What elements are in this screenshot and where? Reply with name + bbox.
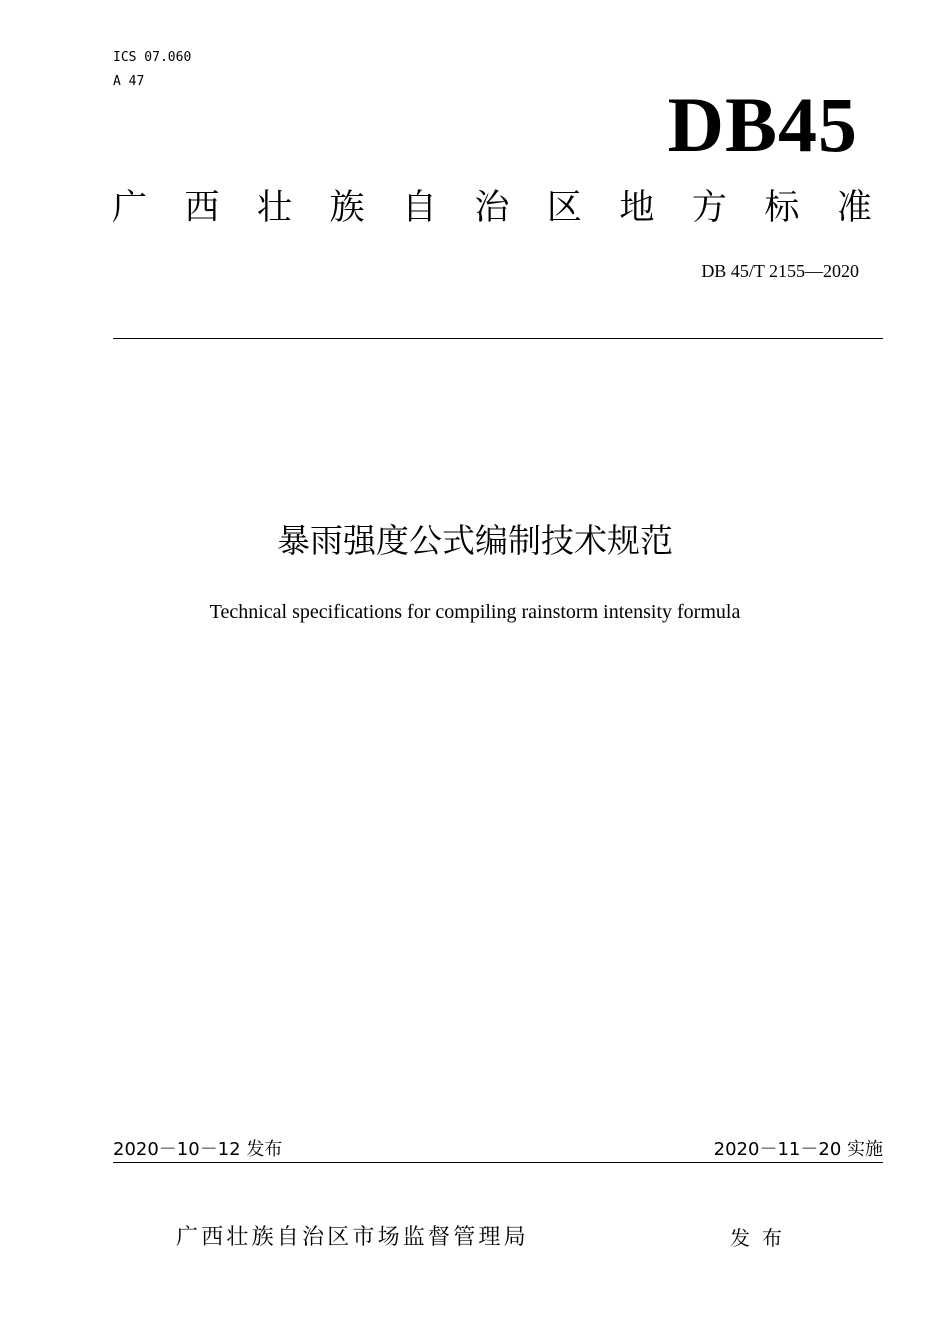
standard-type-char: 方 bbox=[691, 188, 727, 228]
ics-code: ICS 07.060 bbox=[113, 50, 192, 65]
standard-type-char: 族 bbox=[329, 188, 365, 228]
standard-type-char: 区 bbox=[546, 188, 582, 228]
standard-type-char: 自 bbox=[401, 188, 437, 228]
standard-type-heading bbox=[112, 184, 872, 232]
title-chinese: 暴雨强度公式编制技术规范 bbox=[277, 521, 673, 560]
effective-date: 2020－11－20 实施 bbox=[713, 1139, 883, 1160]
standard-type-char: 治 bbox=[474, 188, 510, 228]
standard-type-char: 壮 bbox=[256, 188, 292, 228]
standard-type-char: 广 bbox=[112, 188, 148, 228]
issue-date: 2020－10－12 发布 bbox=[113, 1139, 283, 1160]
standard-type-char: 标 bbox=[764, 188, 800, 228]
standard-type-char: 地 bbox=[619, 188, 655, 228]
standard-type-char: 西 bbox=[184, 188, 220, 228]
publisher-name: 广西壮族自治区市场监督管理局 bbox=[176, 1225, 529, 1250]
standard-number: DB 45/T 2155—2020 bbox=[701, 261, 859, 281]
bottom-divider bbox=[113, 1162, 883, 1163]
publish-label: 发布 bbox=[730, 1226, 794, 1250]
top-divider bbox=[113, 338, 883, 339]
db-logo: DB45 bbox=[667, 81, 858, 168]
classification-code: A 47 bbox=[113, 74, 145, 89]
title-english: Technical specifications for compiling rainstorm intensity formula bbox=[209, 601, 741, 623]
standard-type-char: 准 bbox=[836, 188, 872, 228]
